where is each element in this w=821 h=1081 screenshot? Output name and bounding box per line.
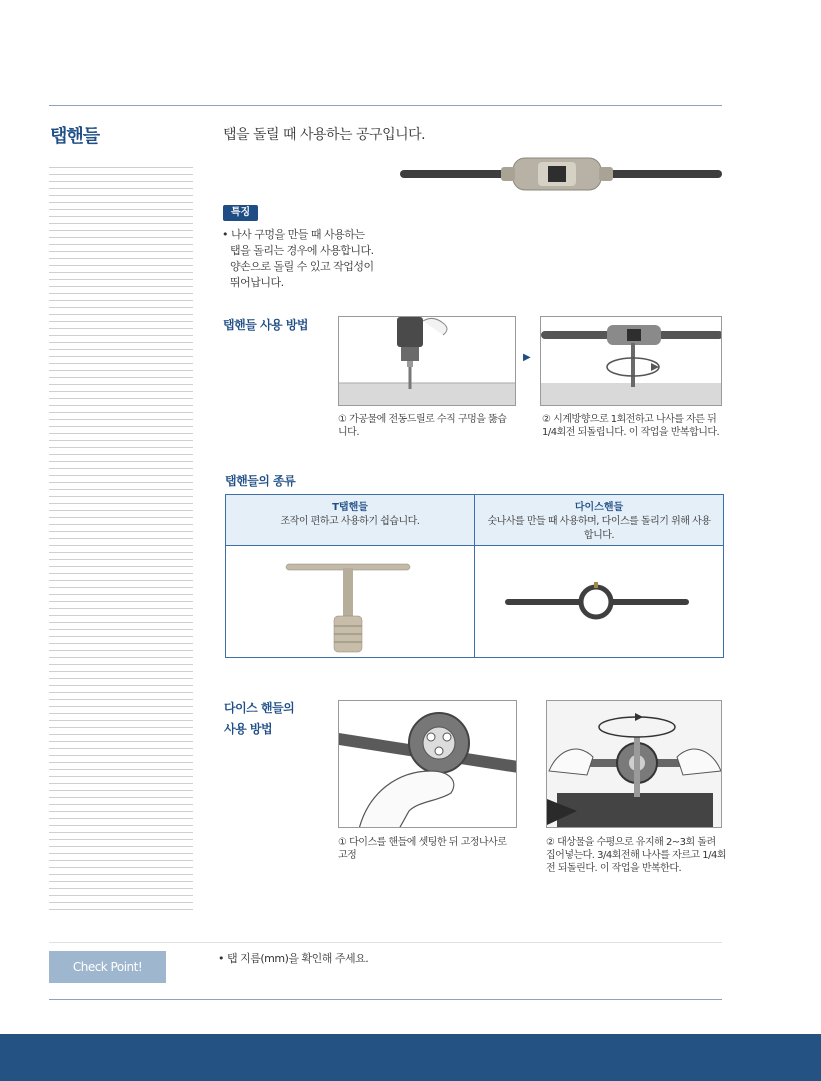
dies-usage-heading-line: 다이스 핸들의	[224, 701, 295, 715]
feature-line: 양손으로 돌릴 수 있고 작업성이	[230, 260, 374, 273]
type-header-die-handle	[475, 495, 723, 546]
t-handle-image	[226, 546, 475, 657]
page-title: 탭핸들	[50, 126, 100, 147]
usage-step1-image	[338, 316, 516, 406]
check-point-text: • 탭 지름(mm)을 확인해 주세요.	[218, 952, 369, 965]
feature-badge: 특징	[223, 205, 258, 221]
type-description: 조작이 편하고 사용하기 쉽습니다.	[280, 516, 420, 527]
step-arrow-icon: ▶	[523, 352, 531, 363]
check-point-button[interactable]: Check Point!	[49, 951, 166, 983]
usage-step2-image	[540, 316, 722, 406]
usage-step2-caption: ② 시계방향으로 1회전하고 나사를 자른 뒤 1/4회전 되돌립니다. 이 작업을 반복합니다.	[542, 414, 720, 438]
footer-band	[0, 1034, 821, 1081]
dies-usage-heading-line: 사용 방법	[224, 722, 273, 736]
die-handle-image-cell	[475, 546, 723, 657]
feature-line: 뛰어납니다.	[230, 276, 284, 289]
dies-usage-heading	[224, 698, 294, 740]
feature-line: 탭을 돌리는 경우에 사용합니다.	[230, 244, 374, 257]
top-divider	[49, 105, 722, 106]
check-point-divider	[49, 942, 722, 943]
usage-heading: 탭핸들 사용 방법	[223, 318, 309, 332]
type-description: 숫나사를 만들 때 사용하며, 다이스를 돌리기 위해 사용합니다.	[487, 516, 711, 541]
type-header-t-handle	[226, 495, 475, 546]
feature-line: • 나사 구멍을 만들 때 사용하는	[222, 228, 365, 241]
type-name: 다이스핸들	[574, 502, 624, 513]
die-handle-image	[475, 546, 723, 657]
usage-step1-caption: ① 가공물에 전동드릴로 수직 구멍을 뚫습니다.	[338, 414, 507, 438]
dies-step2-caption: ② 대상물을 수평으로 유지해 2~3회 돌려 집어넣는다. 3/4회전해 나사를 자르고 1/4회전 되돌린다. 이 작업을 반복한다.	[546, 837, 726, 874]
feature-description	[222, 227, 387, 291]
tap-handle-image	[398, 150, 724, 198]
type-name: T탭핸들	[332, 502, 368, 513]
types-heading: 탭핸들의 종류	[225, 474, 296, 488]
dies-step1-caption: ① 다이스를 핸들에 셋팅한 뒤 고정나사로 고정	[338, 837, 507, 861]
bottom-divider	[49, 999, 722, 1000]
t-handle-image-cell	[226, 546, 475, 657]
page-subtitle: 탭을 돌릴 때 사용하는 공구입니다.	[223, 127, 426, 143]
dies-step1-image	[338, 700, 517, 828]
dies-step2-image	[546, 700, 722, 828]
types-table	[225, 494, 724, 658]
sidebar-stripes	[49, 167, 193, 914]
